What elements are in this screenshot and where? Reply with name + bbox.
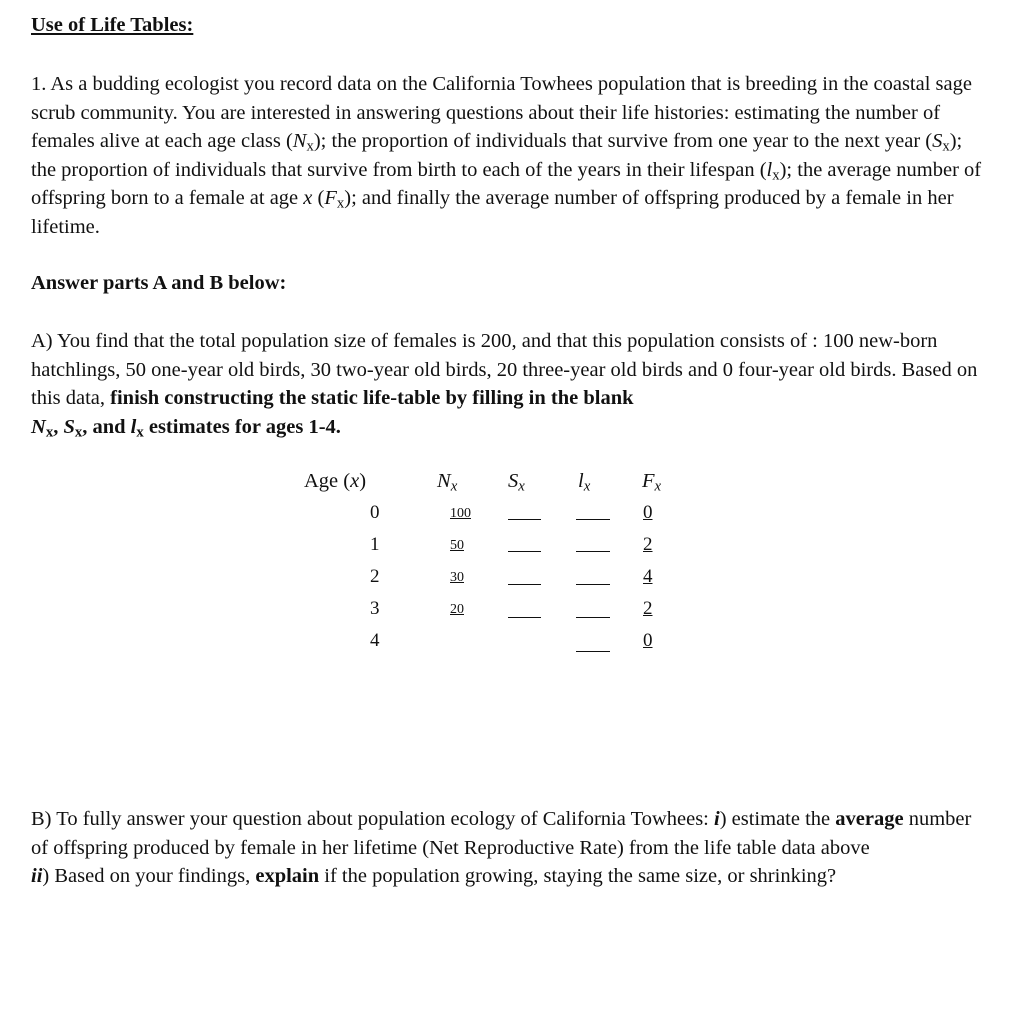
- sx-blank[interactable]: [508, 617, 541, 618]
- header-sx: $S_x$: [508, 470, 525, 495]
- lx-blank[interactable]: [576, 651, 610, 652]
- sx-blank[interactable]: [508, 519, 541, 520]
- age-cell: 3: [370, 598, 380, 619]
- nx-cell: 100: [450, 506, 471, 521]
- lx-blank[interactable]: [576, 519, 610, 520]
- age-cell: 1: [370, 534, 380, 555]
- header-age: Age (x): [304, 470, 367, 492]
- lx-blank[interactable]: [576, 551, 610, 552]
- nx-cell: 30: [450, 570, 464, 585]
- age-cell: 4: [370, 630, 380, 651]
- sx-blank[interactable]: [508, 584, 541, 585]
- lx-blank[interactable]: [576, 617, 610, 618]
- nx-cell: 20: [450, 602, 464, 617]
- fx-cell: 4: [643, 566, 653, 587]
- part-a-text: A) You find that the total population size of females is 200, and that this population consists of : 100 new-born hatchlings, 50 one-year old birds, 30 two-year old birds, 20 three-year old birds and 0 four-year old birds. Based on this data, finish constructing the static life-table by filling in the blank $N_x$, $S_x$, and $l_x$ estimates for ages 1-4.: [31, 330, 978, 441]
- header-nx: $N_x$: [437, 470, 458, 495]
- fx-cell: 2: [643, 534, 653, 555]
- parts-heading: Answer parts A and B below:: [31, 272, 287, 294]
- lx-blank[interactable]: [576, 584, 610, 585]
- fx-cell: 0: [643, 630, 653, 651]
- sx-blank[interactable]: [508, 551, 541, 552]
- age-cell: 0: [370, 502, 380, 523]
- part-b-text: B) To fully answer your question about population ecology of California Towhees: i) estimate the average number of offspring produced by female in her lifetime (Net Reproductive Rate) from the life table data above ii) Based on your findings, explain if the population growing, staying the same size, or shrinking?: [31, 808, 972, 887]
- header-lx: $l_x$: [578, 470, 591, 495]
- age-cell: 2: [370, 566, 380, 587]
- fx-cell: 0: [643, 502, 653, 523]
- page-title: Use of Life Tables:: [31, 14, 194, 36]
- nx-cell: 50: [450, 538, 464, 553]
- header-fx: $F_x$: [642, 470, 662, 495]
- fx-cell: 2: [643, 598, 653, 619]
- question-1-text: 1. As a budding ecologist you record data on the California Towhees population that is breeding in the coastal sage scrub community. You are interested in answering questions about their life histories: estimating the number of females alive at each age class $(N_x)$; the proportion of individuals that survive from one year to the next year $(S_x)$; the proportion of individuals that survive from birth to each of the years in their lifespan $(l_x)$; the average number of offspring born to a female at age x $(F_x)$; and finally the average number of offspring produced by a female in her lifetime.: [31, 73, 982, 238]
